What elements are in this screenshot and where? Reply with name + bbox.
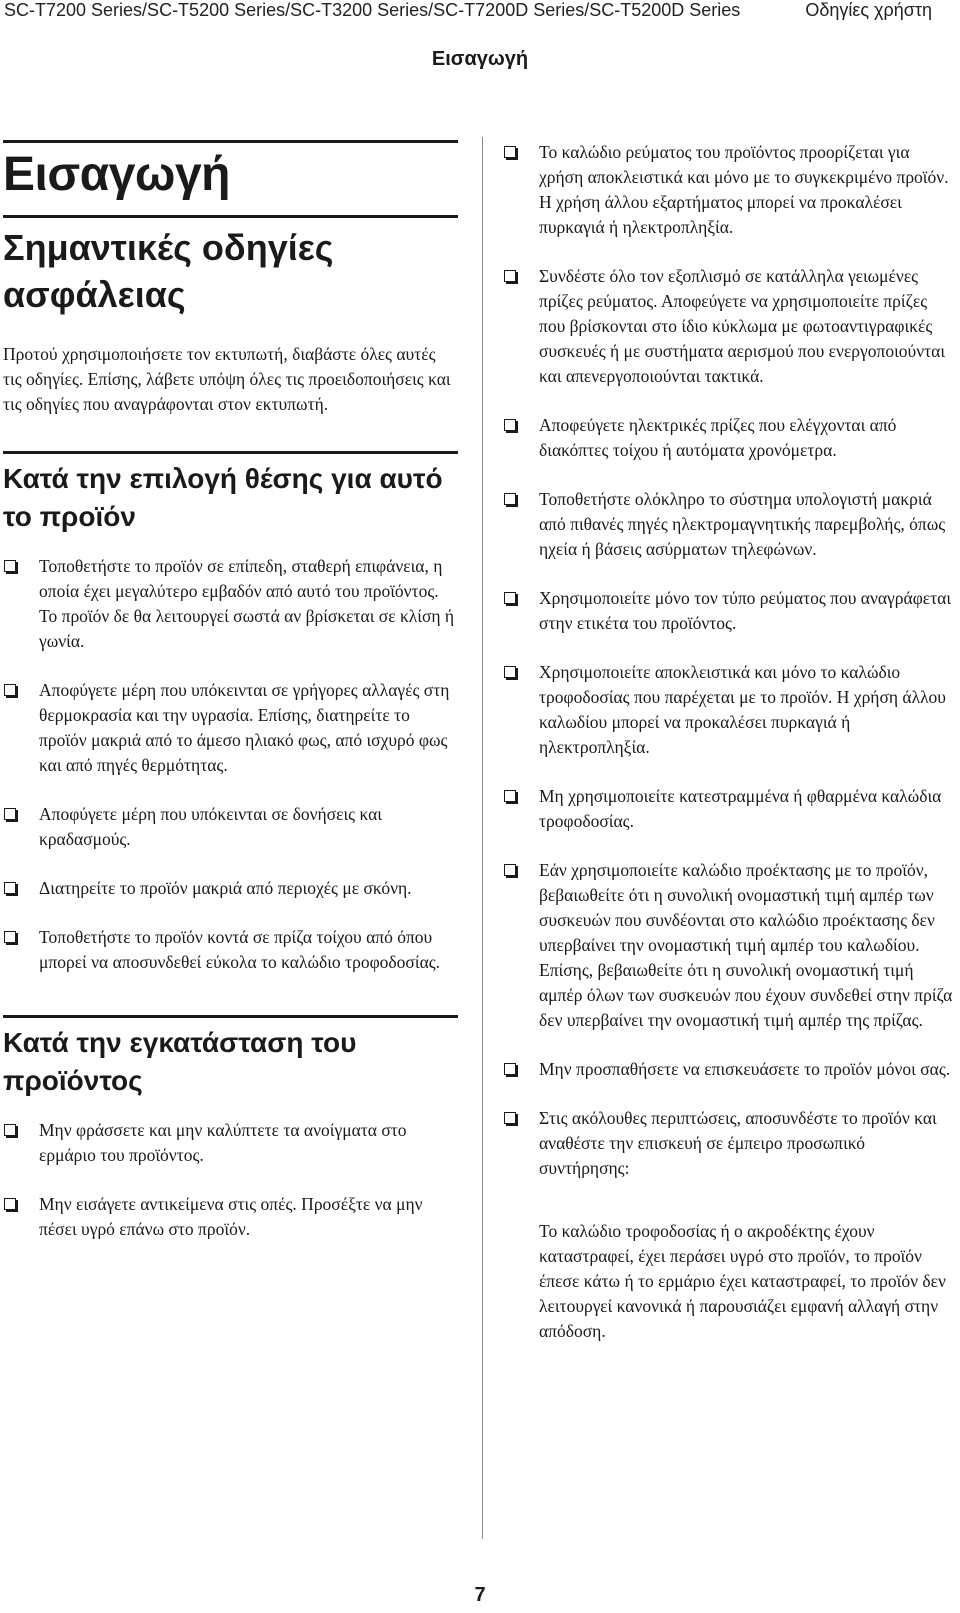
list-item: Αποφύγετε μέρη που υπόκεινται σε δονήσεις και κραδασμούς.	[3, 802, 458, 852]
location-list	[3, 554, 458, 975]
checkbox-bullet-icon	[504, 270, 516, 282]
left-column	[3, 140, 458, 1282]
list-item: Τοποθετήστε το προϊόν σε επίπεδη, σταθερή επιφάνεια, η οποία έχει μεγαλύτερο εμβαδόν από αυτό του προϊόντος. Το προϊόν δε θα λειτουργεί σωστά αν βρίσκεται σε κλίση ή γωνία.	[3, 554, 458, 654]
right-column	[503, 140, 955, 1344]
list-item: Τοποθετήστε ολόκληρο το σύστημα υπολογιστή μακριά από πιθανές πηγές ηλεκτρομαγνητικής παρεμβολής, όπως ηχεία ή βάσεις ασύρματων τηλεφώνων.	[503, 487, 955, 562]
list-item: Τοποθετήστε το προϊόν κοντά σε πρίζα τοίχου από όπου μπορεί να αποσυνδεθεί εύκολα το καλώδιο τροφοδοσίας.	[3, 925, 458, 975]
checkbox-bullet-icon	[4, 684, 16, 696]
checkbox-bullet-icon	[504, 146, 516, 158]
column-divider	[482, 137, 483, 1539]
header-doc-type: Οδηγίες χρήστη	[805, 0, 932, 20]
list-item: Διατηρείτε το προϊόν μακριά από περιοχές με σκόνη.	[3, 876, 458, 901]
checkbox-bullet-icon	[4, 560, 16, 572]
list-item: Στις ακόλουθες περιπτώσεις, αποσυνδέστε το προϊόν και αναθέστε την επισκευή σε έμπειρο προσωπικό συντήρησης:	[503, 1106, 955, 1181]
list-item: Μην εισάγετε αντικείμενα στις οπές. Προσέξτε να μην πέσει υγρό επάνω στο προϊόν.	[3, 1192, 458, 1242]
checkbox-bullet-icon	[504, 666, 516, 678]
safety-heading: Σημαντικές οδηγίες ασφάλειας	[3, 215, 458, 318]
checkbox-bullet-icon	[504, 864, 516, 876]
list-item: Χρησιμοποιείτε μόνο τον τύπο ρεύματος που αναγράφεται στην ετικέτα του προϊόντος.	[503, 586, 955, 636]
chapter-title: Εισαγωγή	[3, 140, 458, 205]
list-item: Αποφεύγετε ηλεκτρικές πρίζες που ελέγχονται από διακόπτες τοίχου ή αυτόματα χρονόμετρα.	[503, 413, 955, 463]
checkbox-bullet-icon	[4, 1198, 16, 1210]
page-number: 7	[474, 1584, 486, 1606]
checkbox-bullet-icon	[504, 790, 516, 802]
checkbox-bullet-icon	[4, 931, 16, 943]
checkbox-bullet-icon	[504, 592, 516, 604]
checkbox-bullet-icon	[504, 493, 516, 505]
install-heading: Κατά την εγκατάσταση του προϊόντος	[3, 1015, 458, 1100]
checkbox-bullet-icon	[4, 1124, 16, 1136]
list-item: Μη χρησιμοποιείτε κατεστραμμένα ή φθαρμένα καλώδια τροφοδοσίας.	[503, 784, 955, 834]
repair-conditions-paragraph: Το καλώδιο τροφοδοσίας ή ο ακροδέκτης έχουν καταστραφεί, έχει περάσει υγρό στο προϊόν, το προϊόν έπεσε κάτω ή το ερμάριο έχει καταστραφεί, το προϊόν δεν λειτουργεί κανονικά ή παρουσιάζει εμφανή αλλαγή στην απόδοση.	[539, 1221, 946, 1341]
list-item: Το καλώδιο ρεύματος του προϊόντος προορίζεται για χρήση αποκλειστικά και μόνο με το συγκεκριμένο προϊόν. Η χρήση άλλου εξαρτήματος μπορεί να προκαλέσει πυρκαγιά ή ηλεκτροπληξία.	[503, 140, 955, 240]
electrical-list	[503, 140, 955, 1181]
header-product-series: SC-T7200 Series/SC-T5200 Series/SC-T3200 Series/SC-T7200D Series/SC-T5200D Series	[4, 0, 741, 20]
install-list	[3, 1118, 458, 1242]
checkbox-bullet-icon	[4, 882, 16, 894]
location-heading: Κατά την επιλογή θέσης για αυτό το προϊόν	[3, 451, 458, 536]
list-item: Εάν χρησιμοποιείτε καλώδιο προέκτασης με το προϊόν, βεβαιωθείτε ότι η συνολική ονομαστική τιμή αμπέρ των συσκευών που συνδέονται στο καλώδιο προέκτασης δεν υπερβαίνει την ονομαστική τιμή αμπέρ του καλωδίου. Επίσης, βεβαιωθείτε ότι η συνολική ονομαστική τιμή αμπέρ όλων των συσκευών που έχουν συνδεθεί στην πρίζα δεν υπερβαίνει την ονομαστική τιμή αμπέρ της πρίζας.	[503, 858, 955, 1033]
list-item: Χρησιμοποιείτε αποκλειστικά και μόνο το καλώδιο τροφοδοσίας που παρέχεται με το προϊόν. Η χρήση άλλου καλωδίου μπορεί να προκαλέσει πυρκαγιά ή ηλεκτροπληξία.	[503, 660, 955, 760]
checkbox-bullet-icon	[4, 808, 16, 820]
list-item: Συνδέστε όλο τον εξοπλισμό σε κατάλληλα γειωμένες πρίζες ρεύματος. Αποφεύγετε να χρησιμοποιείτε πρίζες που βρίσκονται στο ίδιο κύκλωμα με φωτοαντιγραφικές συσκευές ή με συστήματα αερισμού που ενεργοποιούνται και απενεργοποιούνται τακτικά.	[503, 264, 955, 389]
intro-paragraph: Προτού χρησιμοποιήσετε τον εκτυπωτή, διαβάστε όλες αυτές τις οδηγίες. Επίσης, λάβετε υπόψη όλες τις προειδοποιήσεις και τις οδηγίες που αναγράφονται στον εκτυπωτή.	[3, 344, 451, 414]
list-item: Μην φράσσετε και μην καλύπτετε τα ανοίγματα στο ερμάριο του προϊόντος.	[3, 1118, 458, 1168]
list-item: Μην προσπαθήσετε να επισκευάσετε το προϊόν μόνοι σας.	[503, 1057, 955, 1082]
checkbox-bullet-icon	[504, 1112, 516, 1124]
checkbox-bullet-icon	[504, 419, 516, 431]
section-title: Εισαγωγή	[431, 48, 529, 70]
list-item: Αποφύγετε μέρη που υπόκεινται σε γρήγορες αλλαγές στη θερμοκρασία και την υγρασία. Επίσης, διατηρείτε το προϊόν μακριά από το άμεσο ηλιακό φως, από ισχυρό φως και από πηγές θερμότητας.	[3, 678, 458, 778]
checkbox-bullet-icon	[504, 1063, 516, 1075]
